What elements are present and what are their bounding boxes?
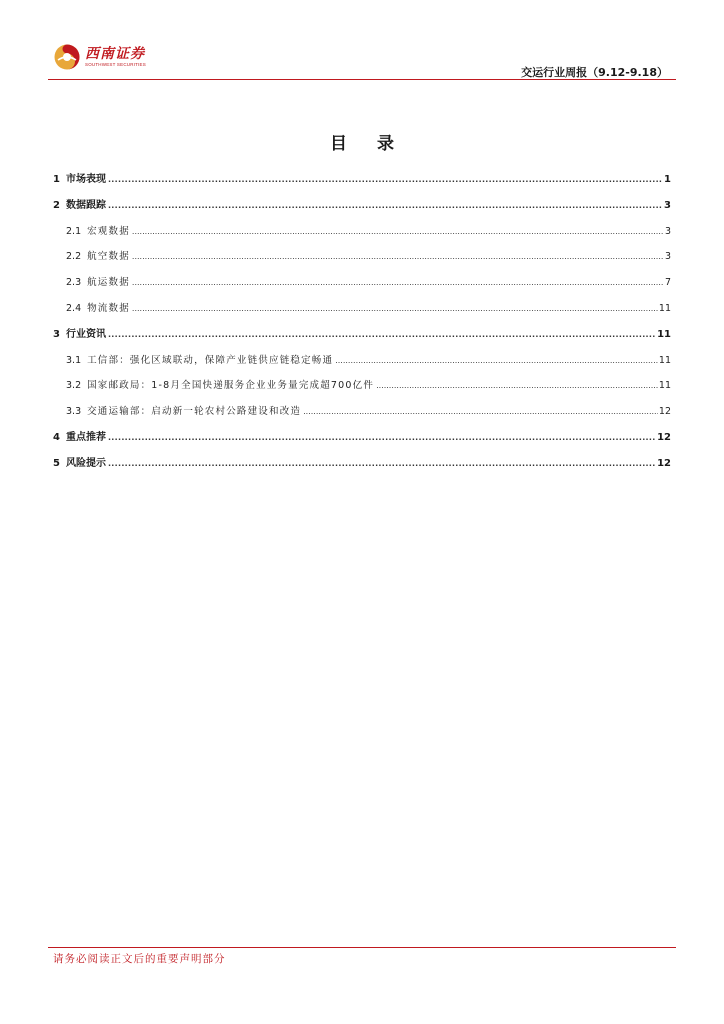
toc-leader-dots — [376, 378, 658, 394]
toc-entry-2[interactable] — [53, 198, 671, 224]
toc-entry-title: 交通运输部：启动新一轮农村公路建设和改造 — [87, 406, 302, 418]
toc-entry-title: 工信部：强化区域联动，保障产业链供应链稳定畅通 — [87, 354, 334, 366]
toc-leader-dots — [108, 172, 663, 188]
toc-leader-dots — [108, 327, 656, 343]
toc-entry-title: 物流数据 — [87, 302, 130, 314]
footer-divider — [48, 947, 676, 948]
toc-leader-dots — [132, 249, 664, 265]
toc-leader-dots — [303, 404, 658, 420]
toc-entry-2-2[interactable] — [53, 249, 671, 275]
toc-entry-number: 2 — [53, 199, 60, 211]
toc-leader-dots — [108, 198, 663, 214]
toc-leader-dots — [108, 456, 656, 472]
toc-entry-number: 3 — [53, 328, 60, 340]
toc-leader-dots — [335, 353, 658, 369]
toc-entry-page: 12 — [657, 457, 671, 469]
toc-entry-page: 11 — [658, 354, 671, 366]
logo-chinese-name: 西南证券 — [85, 45, 145, 62]
toc-entry-number: 5 — [53, 457, 60, 469]
footer-disclaimer: 请务必阅读正文后的重要声明部分 — [53, 953, 226, 965]
toc-entry-title: 重点推荐 — [65, 431, 106, 443]
toc-entry-title: 风险提示 — [65, 457, 106, 469]
toc-entry-page: 3 — [664, 199, 671, 211]
toc-entry-5[interactable] — [53, 456, 671, 482]
toc-entry-number: 3.2 — [66, 380, 82, 392]
toc-entry-4[interactable] — [53, 430, 671, 456]
toc-entry-page: 7 — [664, 277, 671, 289]
report-title: 交运行业周报（9.12-9.18） — [521, 66, 668, 79]
header-divider — [48, 79, 676, 80]
toc-entry-page: 12 — [657, 431, 671, 443]
toc-entry-title: 国家邮政局：1-8月全国快递服务企业业务量完成超700亿件 — [87, 380, 375, 392]
toc-entry-2-4[interactable] — [53, 301, 671, 327]
toc-entry-number: 2.2 — [66, 251, 82, 263]
toc-entry-page: 12 — [658, 406, 671, 418]
toc-leader-dots — [108, 430, 656, 446]
toc-entry-title: 市场表现 — [65, 174, 106, 185]
company-logo — [54, 44, 146, 70]
toc-leader-dots — [132, 301, 658, 317]
toc-entry-title: 数据跟踪 — [65, 199, 106, 211]
toc-entry-number: 1 — [53, 174, 60, 185]
toc-entry-page: 11 — [658, 302, 671, 314]
toc-entry-3-2[interactable] — [53, 378, 671, 404]
toc-entry-number: 4 — [53, 431, 60, 443]
toc-entry-number: 2.4 — [66, 302, 82, 314]
toc-entry-page: 11 — [657, 328, 671, 340]
logo-english-name: SOUTHWEST SECURITIES — [85, 61, 146, 67]
toc-entry-page: 3 — [664, 225, 671, 237]
toc-entry-number: 3.3 — [66, 406, 82, 418]
toc-entry-3[interactable] — [53, 327, 671, 353]
toc-entry-3-3[interactable] — [53, 404, 671, 430]
toc-leader-dots — [132, 224, 664, 240]
toc-entry-number: 3.1 — [66, 354, 82, 366]
toc-leader-dots — [132, 275, 664, 291]
toc-entry-page: 11 — [658, 380, 671, 392]
toc-entry-title: 航空数据 — [87, 251, 130, 263]
toc-entry-page: 1 — [664, 174, 671, 185]
toc-heading: 目 录 — [330, 134, 406, 154]
toc-entry-title: 宏观数据 — [87, 225, 130, 237]
toc-entry-1[interactable] — [53, 172, 671, 198]
toc-entry-page: 3 — [664, 251, 671, 263]
toc-entry-number: 2.3 — [66, 277, 82, 289]
toc-entry-number: 2.1 — [66, 225, 82, 237]
toc-entry-2-1[interactable] — [53, 224, 671, 250]
toc-entry-2-3[interactable] — [53, 275, 671, 301]
toc-entry-3-1[interactable] — [53, 353, 671, 379]
southwest-securities-logo-icon — [54, 44, 80, 70]
toc-entry-title: 行业资讯 — [65, 328, 106, 340]
table-of-contents — [53, 172, 671, 482]
toc-entry-title: 航运数据 — [87, 277, 130, 289]
